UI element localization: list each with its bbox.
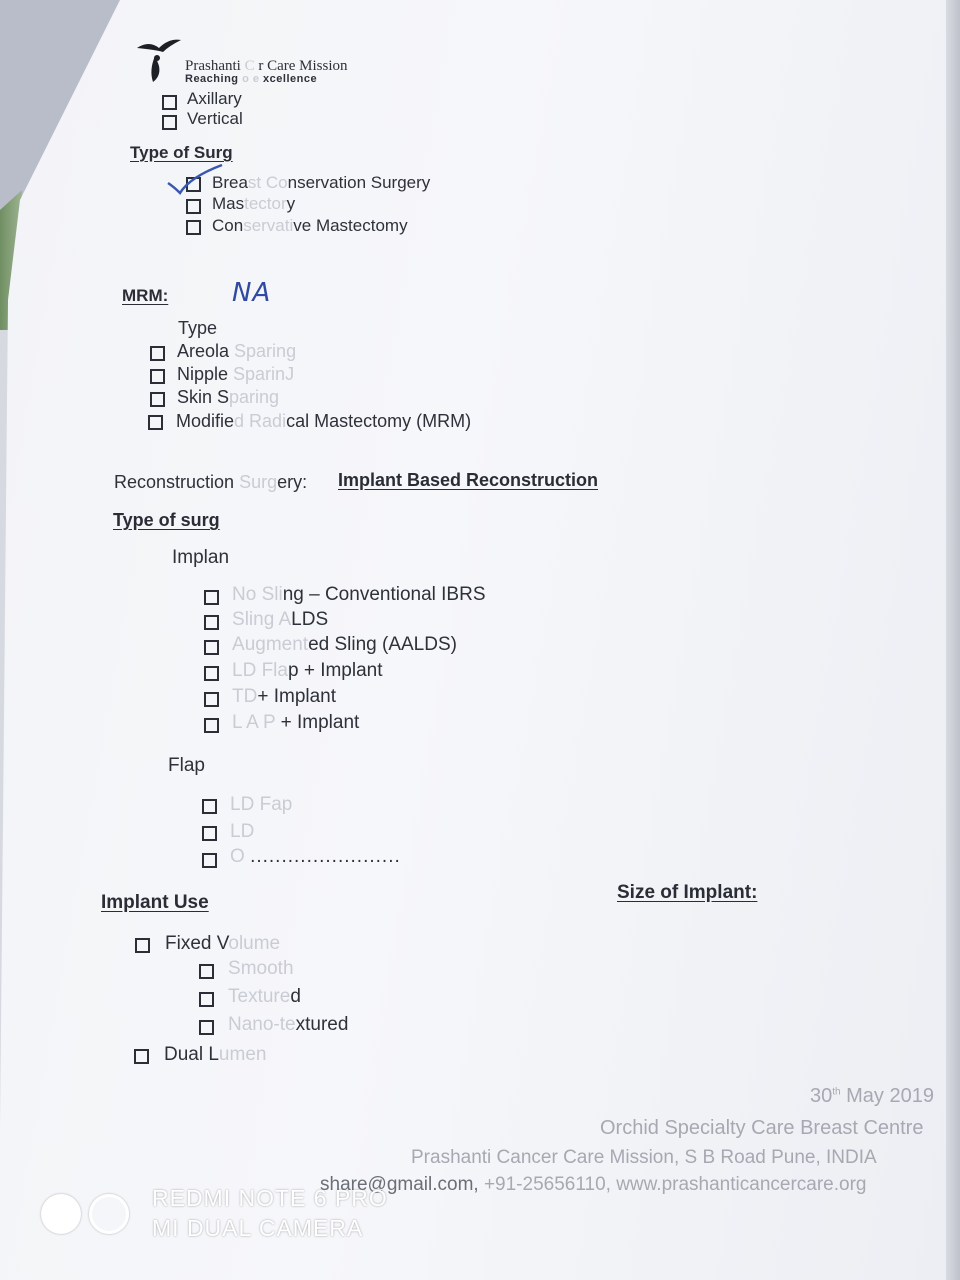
footer-address: Prashanti Cancer Care Mission, S B Road Pune, INDIA — [411, 1147, 877, 1168]
modified-radical-mastectomy-checkbox[interactable] — [148, 415, 163, 430]
implant-option-3-checkbox[interactable] — [204, 640, 219, 655]
flap-option-2-checkbox[interactable] — [202, 826, 217, 841]
implant-option-6-checkbox[interactable] — [204, 718, 219, 733]
dual-lumen-label: Dual Lumen — [164, 1044, 267, 1065]
page-right-edge — [946, 0, 960, 1280]
implant-option-5-checkbox[interactable] — [204, 692, 219, 707]
nipple-checkbox[interactable] — [150, 369, 165, 384]
mrm-type-label: Type — [178, 318, 218, 338]
camera-watermark-camera: MI DUAL CAMERA — [152, 1215, 364, 1241]
nano-textured-checkbox[interactable] — [199, 1020, 214, 1035]
vertical-checkbox[interactable] — [162, 115, 177, 130]
implant-option-3-label: Augmented Sling (AALDS) — [232, 634, 457, 655]
watermark-dot-filled-icon — [41, 1194, 81, 1234]
footer-contact: share@gmail.com, +91-25656110, www.prashanticancercare.org — [320, 1174, 867, 1195]
flap-option-2-label: LD — [230, 821, 255, 842]
modified-radical-mastectomy-label: Modified Radical Mastectomy (MRM) — [176, 411, 472, 431]
mrm-handwritten-value: NA — [232, 278, 272, 308]
watermark-dot-ring-icon — [89, 1194, 129, 1234]
areola-label: Areola Sparing — [177, 341, 297, 361]
axillary-checkbox[interactable] — [162, 95, 177, 110]
mastectomy-checkbox[interactable] — [186, 199, 201, 214]
textured-label: Textured — [228, 986, 301, 1007]
reconstruction-label: Reconstruction Surgery: — [114, 472, 308, 492]
flap-option-3-checkbox[interactable] — [202, 853, 217, 868]
nano-textured-label: Nano-textured — [228, 1014, 349, 1035]
implant-subheading: Implan — [172, 547, 230, 568]
implant-option-1-label: No Sling – Conventional IBRS — [232, 584, 486, 605]
dual-lumen-checkbox[interactable] — [134, 1049, 149, 1064]
smooth-checkbox[interactable] — [199, 964, 214, 979]
mrm-heading: MRM: — [122, 286, 169, 305]
implant-option-2-checkbox[interactable] — [204, 615, 219, 630]
textured-checkbox[interactable] — [199, 992, 214, 1007]
conservative-mastectomy-label: Conservative Mastectomy — [212, 216, 408, 235]
mastectomy-label: Mastectory — [212, 194, 296, 213]
implant-option-1-checkbox[interactable] — [204, 590, 219, 605]
logo-title: Prashanti C r Care Mission — [185, 58, 348, 74]
implant-option-6-label: L A P + Implant — [232, 712, 360, 733]
type-of-surgery-heading: Type of Surg — [130, 143, 233, 162]
flap-subheading: Flap — [168, 755, 205, 776]
reconstruction-value: Implant Based Reconstruction — [338, 470, 599, 490]
implant-option-4-checkbox[interactable] — [204, 666, 219, 681]
implant-option-5-label: TD+ Implant — [232, 686, 337, 707]
bird-logo-icon — [135, 36, 185, 88]
conservative-mastectomy-checkbox[interactable] — [186, 220, 201, 235]
breast-conservation-label: Breast Conservation Surgery — [212, 173, 431, 192]
flap-option-1-label: LD Fap — [230, 794, 293, 815]
vertical-label: Vertical — [187, 109, 243, 128]
footer-centre-name: Orchid Specialty Care Breast Centre — [600, 1117, 924, 1139]
skin-sparing-label: Skin Sparing — [177, 387, 280, 407]
implant-option-2-label: Sling ALDS — [232, 609, 329, 630]
areola-checkbox[interactable] — [150, 346, 165, 361]
fixed-volume-label: Fixed Volume — [165, 933, 281, 954]
logo-tagline: Reaching o e xcellence — [185, 73, 318, 85]
type-of-surgery2-heading: Type of surg — [113, 510, 220, 530]
nipple-label: Nipple SparinJ — [177, 364, 295, 384]
footer-date: 30th May 2019 — [810, 1085, 934, 1107]
flap-option-3-label: O ........................ — [230, 846, 401, 867]
implant-used-heading: Implant Use — [101, 892, 209, 913]
flap-option-1-checkbox[interactable] — [202, 799, 217, 814]
fixed-volume-checkbox[interactable] — [135, 938, 150, 953]
smooth-label: Smooth — [228, 958, 294, 979]
skin-sparing-checkbox[interactable] — [150, 392, 165, 407]
camera-watermark-model: REDMI NOTE 6 PRO — [152, 1185, 388, 1211]
size-of-implant-heading: Size of Implant: — [617, 882, 758, 903]
axillary-label: Axillary — [187, 89, 242, 108]
implant-option-4-label: LD Flap + Implant — [232, 660, 383, 681]
